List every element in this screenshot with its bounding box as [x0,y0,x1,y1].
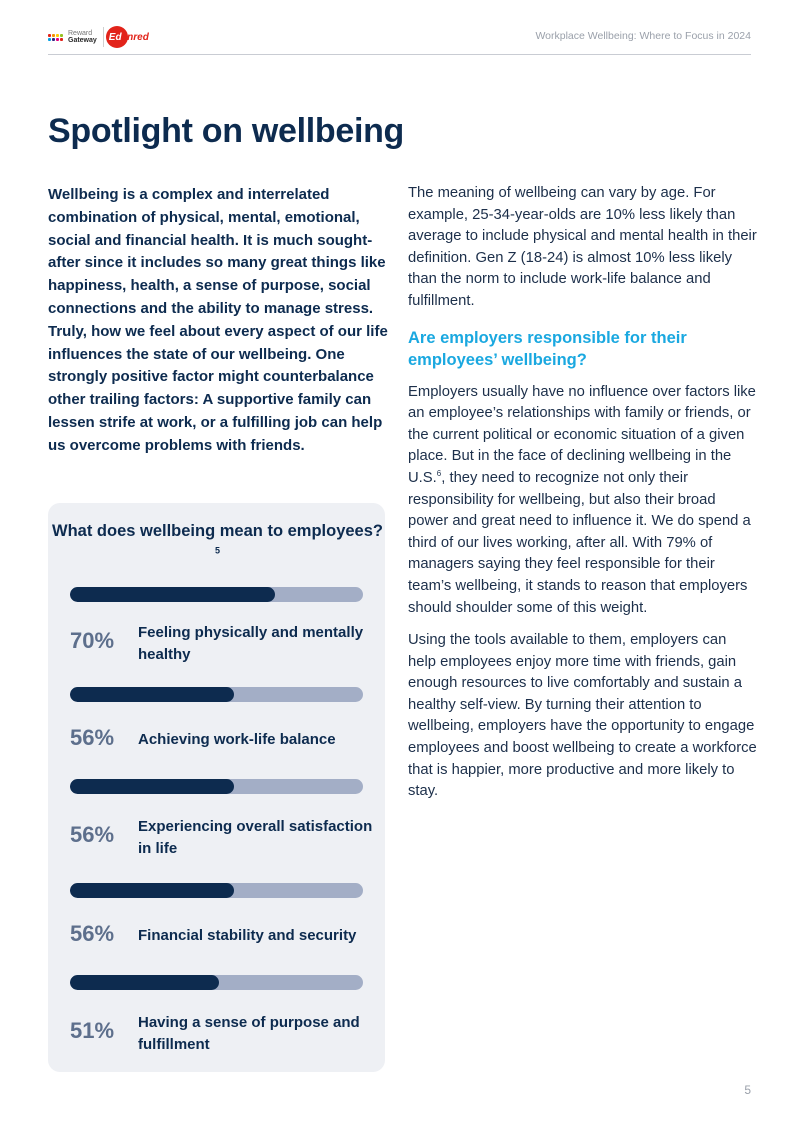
value-label: 56% [70,725,115,750]
bar-track [70,687,363,702]
bar [70,975,219,990]
bar [70,687,234,702]
chart-title: What does wellbeing mean to employees?$^5$ [52,522,383,556]
document-title: Workplace Wellbeing: Where to Focus in 2024 [535,30,751,42]
category-label: Feeling physically and mentally healthy [138,624,364,663]
bar [70,587,275,602]
category-label: Experiencing overall satisfaction in life [138,818,373,857]
logo-mark-icon [48,34,63,41]
value-label: 51% [70,1018,115,1043]
bar [70,779,234,794]
bar-track [70,587,363,602]
paragraph-age: The meaning of wellbeing can vary by age. For example, 25-34-year-olds are 10% less likely than average to include physical and mental health in their definition. Gen Z (18-24) is almost 10% less likely than the norm to include work-life balance and fulfillment. [408,185,757,309]
paragraph-tools: Using the tools available to them, employers can help employees enjoy more time with friends, gain enough resources to live comfortably and sustain a healthy self-view. By turning their attention to wellbeing, employers have the opportunity to engage employees and boost wellbeing to create a workforce that is happier, more productive and more likely to stay. [408,632,757,800]
paragraph-employers: Employers usually have no influence over factors like an employee’s relationships with family or friends, or the current political or economic situation of a given place. But in the face of declining wellbeing in the U.S.$^6$, they need to recognize not only their responsibility for wellbeing, but also their broad power and great need to influence it. We do spend a third of our lives working, after all. With 79% of managers saying they feel responsible for their team’s wellbeing, it stands to reason that employers should shoulder some of this weight. [408,383,756,616]
bar [70,883,234,898]
category-label: Achieving work-life balance [138,731,336,748]
body-column [408,183,758,814]
page-header [48,22,751,55]
bar-track [70,975,363,990]
value-label: 56% [70,921,115,946]
bar-track [70,883,363,898]
intro-paragraph: Wellbeing is a complex and interrelated combination of physical, mental, emotional, social and financial health. It is much sought-after since it includes so many great things like happiness, health, a sense of purpose, social connections and the ability to manage stress. Truly, how we feel about every aspect of our life influences the state of our wellbeing. One strongly positive factor might counterbalance other trailing factors: A supportive family can lessen strife at work, or a fulfilling job can help us overcome problems with friends. [48,186,388,454]
wellbeing-chart-card [48,503,385,1072]
logo [48,24,149,50]
category-label: Financial stability and security [138,927,357,944]
logo-divider [103,27,104,47]
category-label: Having a sense of purpose and fulfillment [138,1014,360,1053]
page-title: Spotlight on wellbeing [48,112,405,150]
section-heading: Are employers responsible for their employees’ wellbeing? [408,328,687,369]
value-label: 70% [70,628,115,653]
footnote-ref[interactable]: 5 [214,545,220,556]
value-label: 56% [70,822,115,847]
logo-edenred: Edenred [109,32,149,43]
bar-track [70,779,363,794]
page-number: 5 [744,1083,751,1097]
logo-reward-gateway: Reward Gateway [68,30,97,44]
footnote-ref[interactable]: 6 [436,469,442,479]
